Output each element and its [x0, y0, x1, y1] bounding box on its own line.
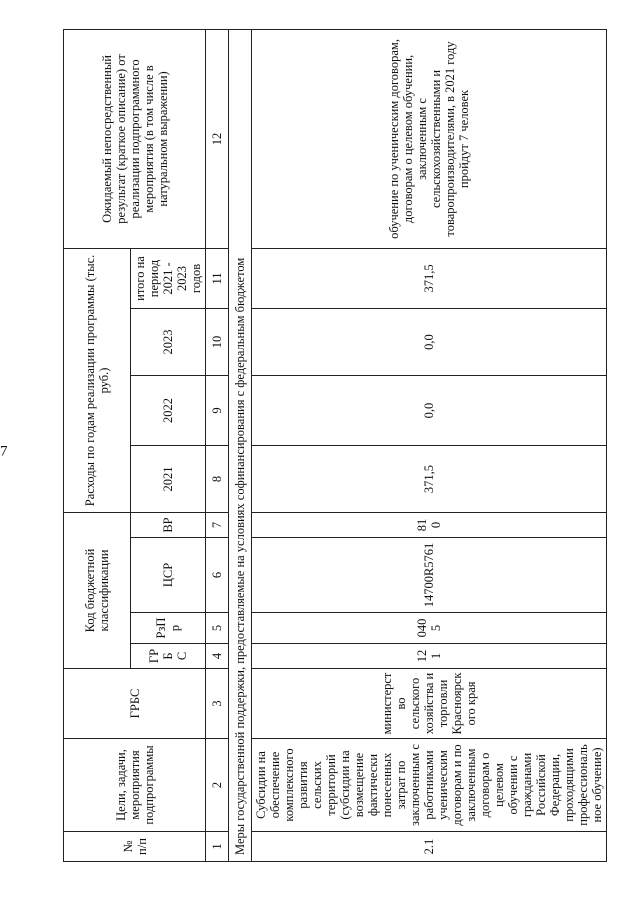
- table-row: [252, 29, 607, 861]
- header-vr: ВР: [131, 513, 206, 538]
- row-grbs-code: 121: [252, 644, 607, 669]
- header-grbs-short: ГРБ С: [131, 644, 206, 669]
- row-rzpr: 0405: [252, 613, 607, 644]
- row-vr: 810: [252, 513, 607, 538]
- row-csr: 14700R5761: [252, 538, 607, 613]
- col-num: 2: [206, 739, 229, 832]
- row-total: 371,5: [252, 248, 607, 308]
- rotated-table-container: [63, 30, 604, 862]
- section-row: [229, 29, 252, 861]
- col-num: 9: [206, 376, 229, 446]
- col-num: 12: [206, 29, 229, 248]
- header-no: № п/п: [64, 832, 206, 862]
- col-num: 8: [206, 446, 229, 513]
- col-num: 4: [206, 644, 229, 669]
- row-name: Субсидии на обеспечение комплексного развития сельских территорий (субсидии на возмещение фактически понесенных затрат по заключенным с работниками ученическим договорам и по заключенным договорам о целевом обучении с гражданами Российской Федерации, проходящими профессиональное обучение): [252, 739, 607, 832]
- row-grbs-name: министерство сельского хозяйства и торговли Красноярского края: [252, 669, 607, 739]
- col-num: 1: [206, 832, 229, 862]
- header-goals: Цели, задачи, мероприятия подпрограммы: [64, 739, 206, 832]
- col-num: 3: [206, 669, 229, 739]
- section-title: Меры государственной поддержки, предоставляемые на условиях софинансирования с федеральным бюджетом: [229, 29, 252, 861]
- header-csr: ЦСР: [131, 538, 206, 613]
- row-2023: 0,0: [252, 309, 607, 376]
- header-result: Ожидаемый непосредственный результат (краткое описание) от реализации подпрограммного мероприятия (в том числе в натуральном выражении): [64, 29, 206, 248]
- page-number: 7: [0, 443, 8, 460]
- col-num: 7: [206, 513, 229, 538]
- row-result: обучение по ученическим договорам, договорам о целевом обучении, заключенным с сельскохозяйственными и товаропроизводителями, в 2021 году пройдут 7 человек: [252, 29, 607, 248]
- document-page: [63, 30, 604, 862]
- col-num: 11: [206, 248, 229, 308]
- header-2021: 2021: [131, 446, 206, 513]
- header-2023: 2023: [131, 309, 206, 376]
- header-rzpr: РзПр: [131, 613, 206, 644]
- row-2022: 0,0: [252, 376, 607, 446]
- col-num: 6: [206, 538, 229, 613]
- column-numbers-row: [206, 29, 229, 861]
- row-2021: 371,5: [252, 446, 607, 513]
- col-num: 5: [206, 613, 229, 644]
- header-grbs: ГРБС: [64, 669, 206, 739]
- header-bk-code: Код бюджетной классификации: [64, 513, 131, 669]
- header-row-1: [64, 29, 131, 861]
- header-expenses: Расходы по годам реализации программы (тыс. руб.): [64, 248, 131, 512]
- header-2022: 2022: [131, 376, 206, 446]
- row-no: 2.1: [252, 832, 607, 862]
- program-activities-table: [63, 29, 607, 862]
- col-num: 10: [206, 309, 229, 376]
- header-total: итого на период 2021 - 2023 годов: [131, 248, 206, 308]
